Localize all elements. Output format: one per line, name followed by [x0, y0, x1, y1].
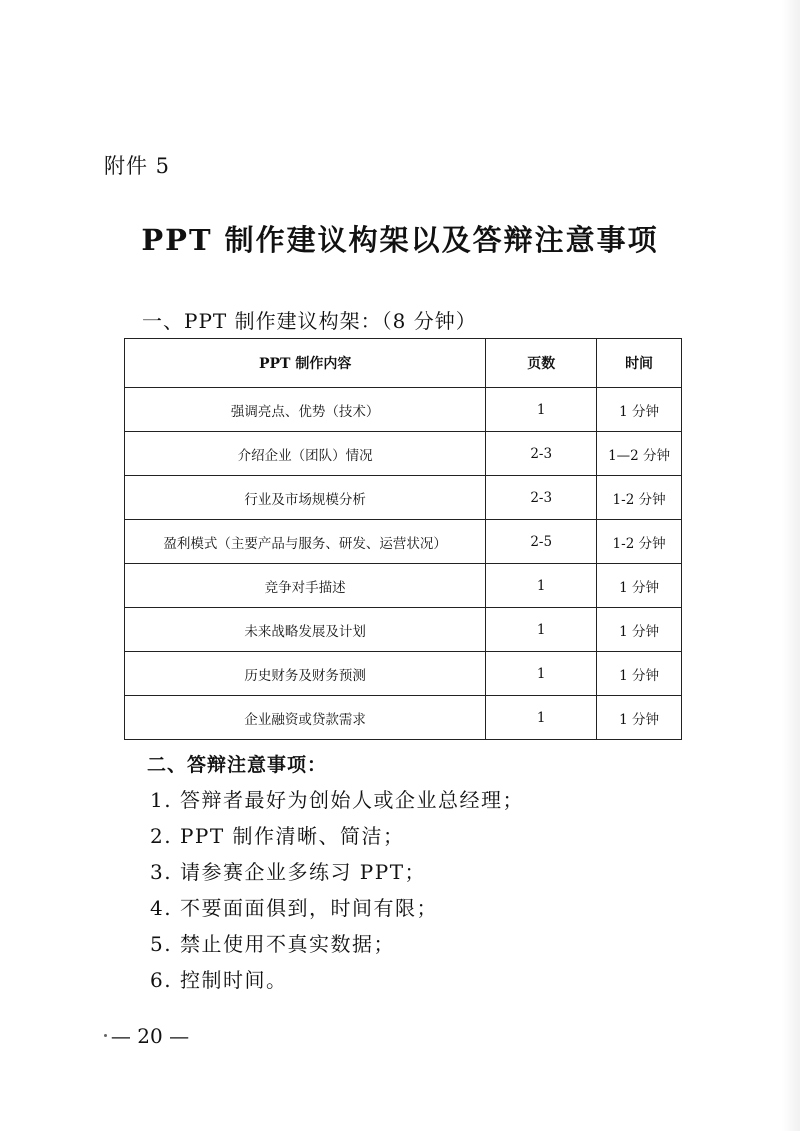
cell-content: 盈利模式（主要产品与服务、研发、运营状况）	[125, 520, 486, 564]
cell-time: 1 分钟	[597, 652, 682, 696]
cell-pages: 2-3	[486, 432, 597, 476]
cell-pages: 2-3	[486, 476, 597, 520]
header-content: PPT 制作内容	[125, 339, 486, 388]
cell-time: 1 分钟	[597, 696, 682, 740]
list-item: 3. 请参赛企业多练习 PPT；	[150, 860, 427, 884]
cell-content: 行业及市场规模分析	[125, 476, 486, 520]
cell-content: 竞争对手描述	[125, 564, 486, 608]
table-row	[125, 388, 682, 432]
attachment-label: 附件 5	[104, 154, 171, 178]
cell-content: 企业融资或贷款需求	[125, 696, 486, 740]
list-item: 5. 禁止使用不真实数据；	[150, 932, 395, 956]
table-header-row	[125, 339, 682, 388]
cell-pages: 2-5	[486, 520, 597, 564]
cell-content: 介绍企业（团队）情况	[125, 432, 486, 476]
table-row	[125, 696, 682, 740]
ppt-structure-table	[124, 338, 682, 740]
document-title: PPT 制作建议构架以及答辩注意事项	[141, 223, 659, 257]
cell-time: 1-2 分钟	[597, 476, 682, 520]
cell-pages: 1	[486, 608, 597, 652]
cell-time: 1 分钟	[597, 388, 682, 432]
header-pages: 页数	[486, 339, 597, 388]
list-item: 2. PPT 制作清晰、简洁；	[150, 824, 405, 848]
cell-time: 1—2 分钟	[597, 432, 682, 476]
page-number: — 20 —	[110, 1024, 190, 1048]
cell-pages: 1	[486, 564, 597, 608]
table-row	[125, 564, 682, 608]
cell-pages: 1	[486, 388, 597, 432]
section1-heading: 一、PPT 制作建议构架：（8 分钟）	[142, 309, 477, 333]
cell-time: 1 分钟	[597, 564, 682, 608]
cell-content: 历史财务及财务预测	[125, 652, 486, 696]
table-row	[125, 652, 682, 696]
page-edge-shadow	[782, 0, 800, 1131]
table-row	[125, 432, 682, 476]
list-item: 1. 答辩者最好为创始人或企业总经理；	[150, 788, 524, 812]
cell-pages: 1	[486, 696, 597, 740]
list-item: 4. 不要面面俱到，时间有限；	[150, 896, 438, 920]
defense-notes-list	[150, 782, 524, 998]
section2-heading: 二、答辩注意事项：	[147, 754, 328, 776]
cell-content: 强调亮点、优势（技术）	[125, 388, 486, 432]
table-row	[125, 520, 682, 564]
list-item: 6. 控制时间。	[150, 968, 288, 992]
cell-pages: 1	[486, 652, 597, 696]
cell-time: 1-2 分钟	[597, 520, 682, 564]
cell-time: 1 分钟	[597, 608, 682, 652]
table-row	[125, 608, 682, 652]
header-time: 时间	[597, 339, 682, 388]
table-row	[125, 476, 682, 520]
cell-content: 未来战略发展及计划	[125, 608, 486, 652]
